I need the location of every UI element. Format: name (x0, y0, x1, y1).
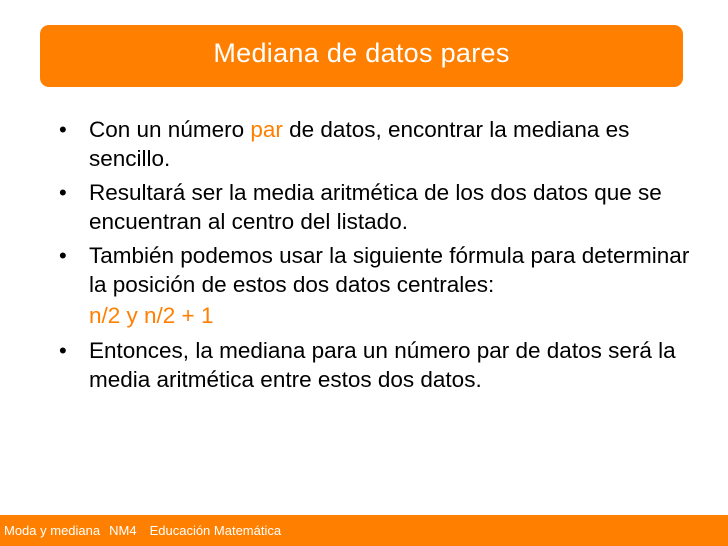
bullet-1-suffix: de datos, encontrar la mediana es sencillo. (89, 117, 630, 171)
bullet-icon: • (59, 243, 67, 268)
bullet-1-highlight: par (250, 117, 283, 142)
slide-content (55, 115, 695, 399)
bullet-1-prefix: Con un número (89, 117, 251, 142)
title-bar (40, 25, 683, 87)
bullet-4-text: Entonces, la mediana para un número par de datos será la media aritmética entre estos dos datos. (89, 338, 676, 392)
footer-level: NM4 (109, 523, 137, 538)
bullet-2-text: Resultará ser la media aritmética de los dos datos que se encuentran al centro del listado. (89, 180, 662, 234)
footer-subject: Educación Matemática (149, 523, 282, 538)
formula: n/2 y n/2 + 1 (89, 303, 214, 328)
footer-bar (0, 515, 728, 546)
bullet-3-text: También podemos usar la siguiente fórmula para determinar la posición de estos dos datos centrales: (89, 243, 690, 297)
bullet-item-3 (55, 241, 695, 299)
bullet-item-4 (55, 336, 695, 394)
bullet-item-2 (55, 178, 695, 236)
footer-topic: Moda y mediana (4, 523, 101, 538)
bullet-item-1 (55, 115, 695, 173)
slide-title: Mediana de datos pares (213, 37, 510, 68)
bullet-icon: • (59, 180, 67, 205)
bullet-icon: • (59, 117, 67, 142)
bullet-icon: • (59, 338, 67, 363)
